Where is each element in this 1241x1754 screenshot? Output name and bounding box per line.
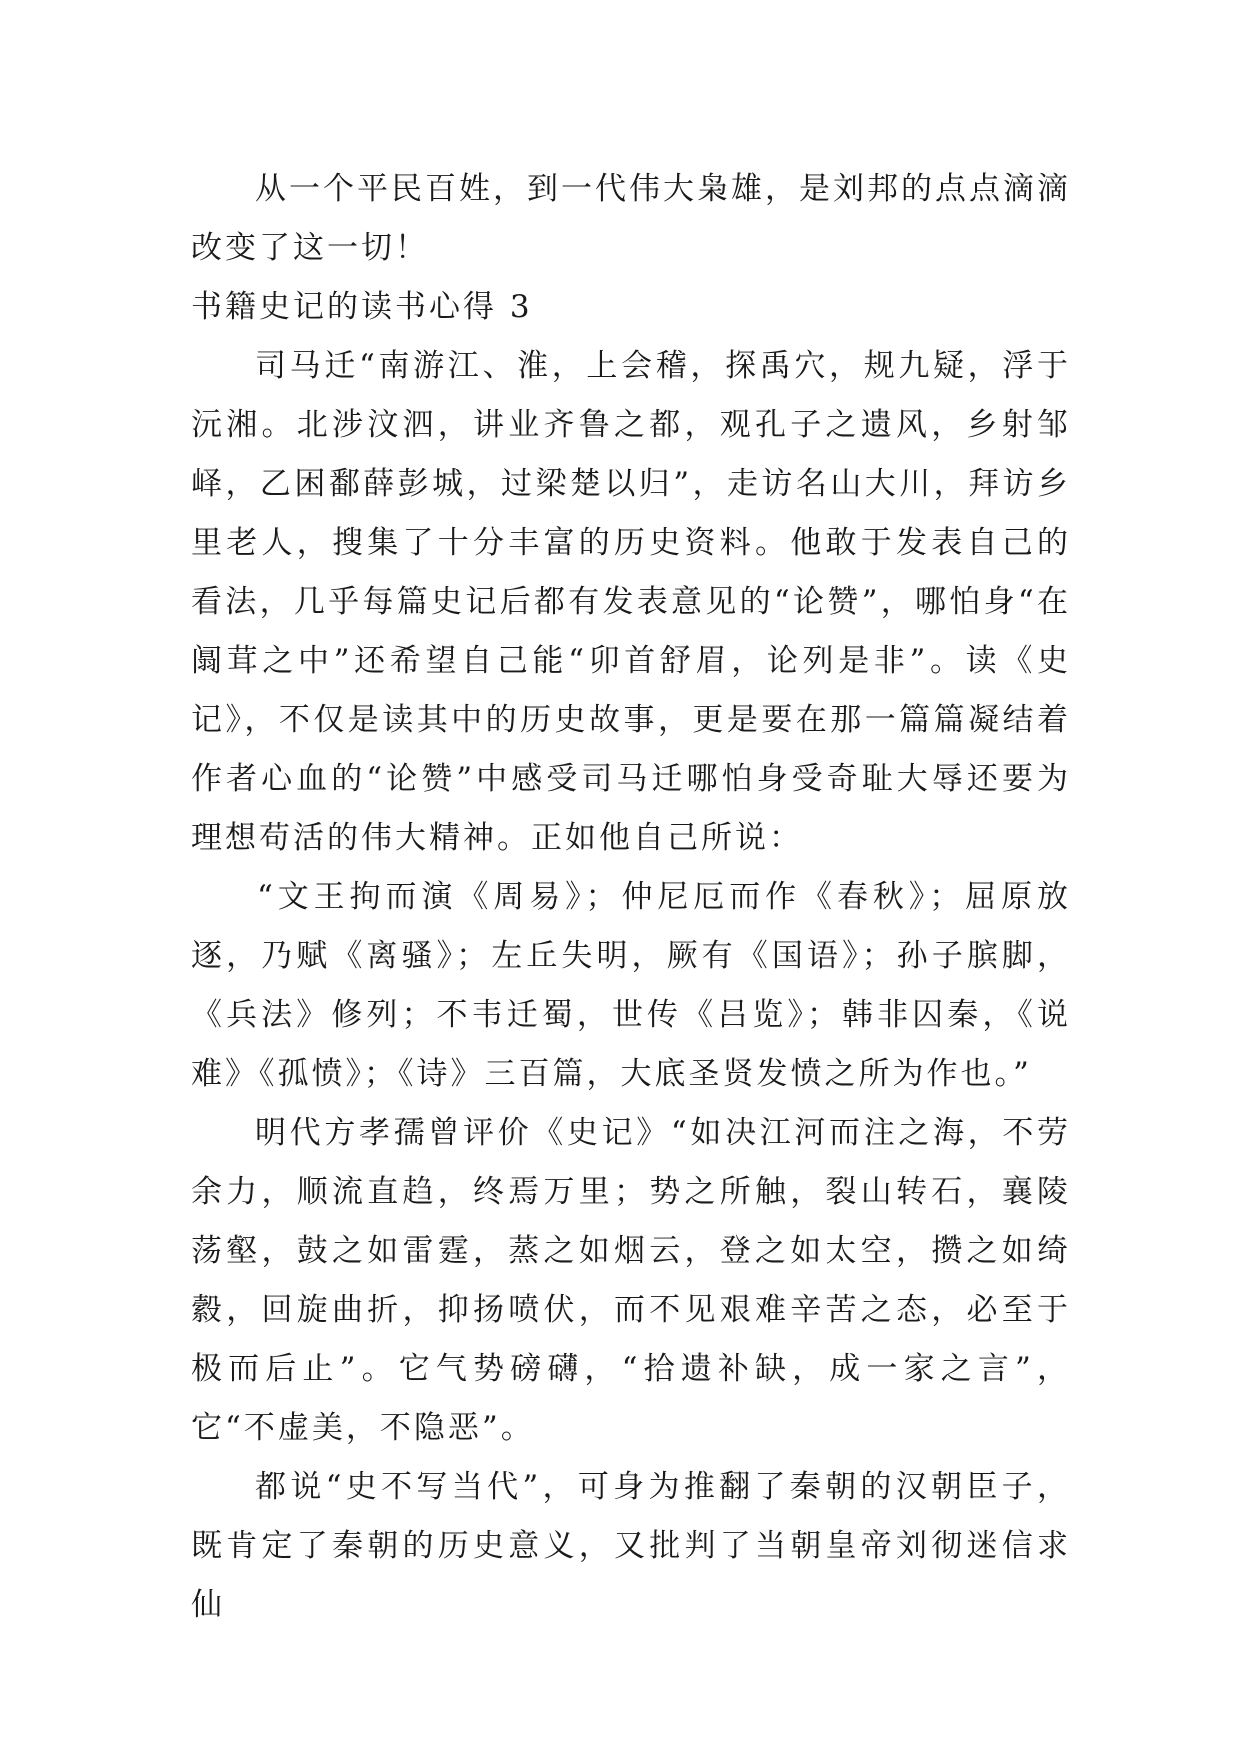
paragraph-liu-bang: 从一个平民百姓，到一代伟大枭雄，是刘邦的点点滴滴改变了这一切！ [191, 171, 1071, 266]
paragraph-contemporary: 都说“史不写当代”，可身为推翻了秦朝的汉朝臣子，既肯定了秦朝的历史意义，又批判了当朝皇帝刘彻迷信求仙 [191, 1469, 1071, 1623]
document-page [191, 160, 1071, 1635]
paragraph-sima-qian: 司马迁“南游江、淮，上会稽，探禹穴，规九疑，浮于沅湘。北涉汶泗，讲业齐鲁之都，观孔子之遗风，乡射邹峄，乙困鄱薛彭城，过梁楚以归”，走访名山大川，拜访乡里老人，搜集了十分丰富的历史资料。他敢于发表自己的看法，几乎每篇史记后都有发表意见的“论赞”，哪怕身“在阘茸之中”还希望自己能“卯首舒眉，论列是非”。读《史记》，不仅是读其中的历史故事，更是要在那一篇篇凝结着作者心血的“论赞”中感受司马迁哪怕身受奇耻大辱还要为理想苟活的伟大精神。正如他自己所说： [191, 348, 1071, 856]
paragraph-quote: “文王拘而演《周易》；仲尼厄而作《春秋》；屈原放逐，乃赋《离骚》；左丘失明，厥有《国语》；孙子膑脚，《兵法》修列；不韦迁蜀，世传《吕览》；韩非囚秦，《说难》《孤愤》；《诗》三百篇，大底圣贤发愤之所为作也。” [191, 879, 1071, 1092]
section-title: 书籍史记的读书心得 3 [191, 289, 533, 325]
paragraph-fang-xiaoru: 明代方孝孺曾评价《史记》“如决江河而注之海，不劳余力，顺流直趋，终焉万里；势之所触，裂山转石，襄陵荡壑，鼓之如雷霆，蒸之如烟云，登之如太空，攒之如绮縠，回旋曲折，抑扬喷伏，而不见艰难辛苦之态，必至于极而后止”。它气势磅礴，“拾遗补缺，成一家之言”，它“不虚美，不隐恶”。 [191, 1115, 1071, 1446]
